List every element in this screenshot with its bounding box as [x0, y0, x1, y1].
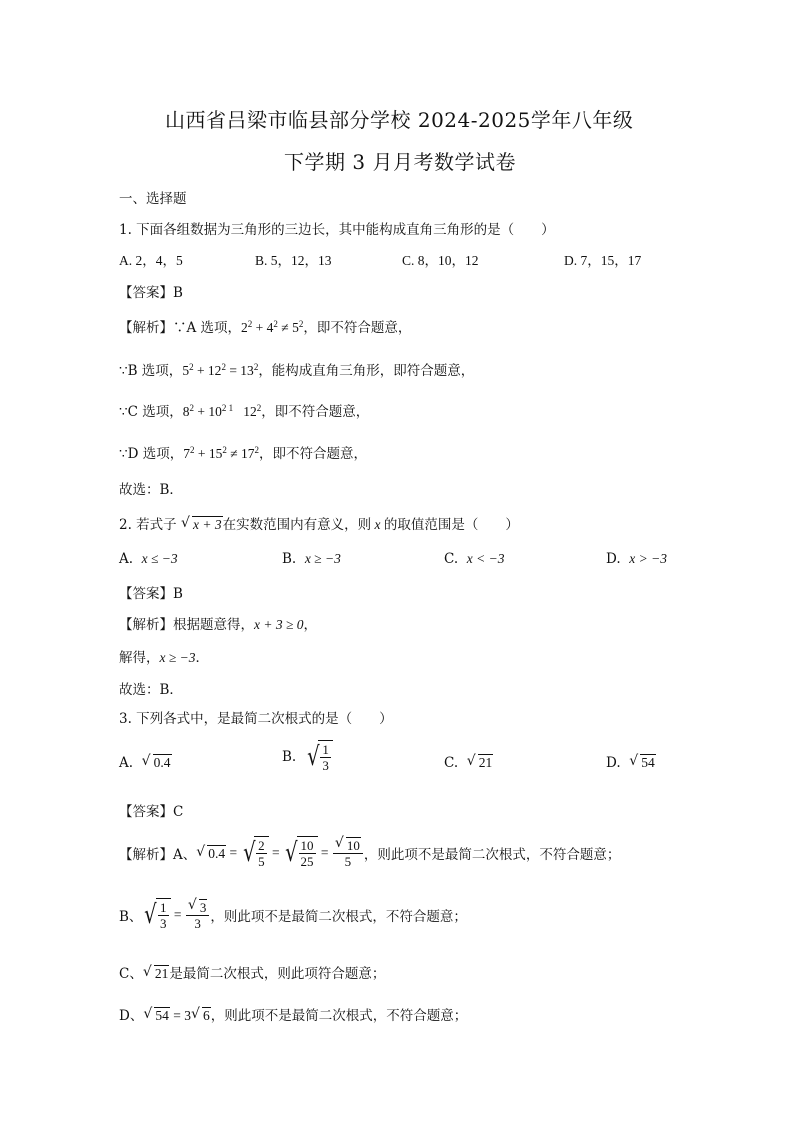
- q1-analysis-b: [119, 359, 474, 379]
- q2-option-d-expr: x > −3: [629, 551, 667, 566]
- option-label: C.: [444, 551, 459, 567]
- q3-option-d-expr: √ 54: [629, 754, 656, 771]
- q3-label-d: D、: [119, 1008, 144, 1024]
- q2-line2: 解得，: [119, 650, 160, 666]
- analysis-label: 【解析】: [119, 847, 173, 863]
- option-label: D.: [606, 755, 621, 771]
- q1-option-b: B. 5，12，13: [255, 253, 332, 268]
- q3-option-d: [606, 754, 656, 771]
- q1-conclusion: 故选：B．: [119, 482, 183, 498]
- q1-b-suffix: ，能构成直角三角形，即符合题意，: [258, 363, 475, 379]
- q3-analysis-b: B、 √ $\frac{1}{3}$ = √ $\frac{3}{3}$ ，则此项不是最简二次根式，不符合题意；: [119, 898, 467, 932]
- q3-b-result: √ $\frac{3}{3}$: [186, 899, 210, 931]
- q3-a-sqrt-04: √ 0.4: [196, 845, 226, 862]
- q3-label-c: C、: [119, 966, 143, 982]
- q2-option-d: [606, 551, 667, 567]
- option-label: A.: [119, 551, 134, 567]
- q2-stem-c: 的取值范围是（ ）: [383, 517, 519, 533]
- q2-option-c: [444, 551, 504, 567]
- q1-answer: 【答案】B: [119, 285, 183, 301]
- q1-a-suffix: ，即不符合题意，: [303, 320, 412, 336]
- q3-b-suffix: ，则此项不是最简二次根式，不符合题意；: [210, 909, 467, 925]
- option-label: B.: [282, 749, 297, 765]
- q3-analysis-d: D、√ 54 = 3√ 6，则此项不是最简二次根式，不符合题意；: [119, 1004, 467, 1024]
- q2-stem-a: 2. 若式子: [119, 517, 177, 533]
- q3-analysis-c: [119, 962, 385, 982]
- q3-b-sqrt-1-3: √ $\frac{1}{3}$: [142, 898, 170, 932]
- q3-option-c: [444, 754, 493, 771]
- q3-option-b-expr: √ $\frac{1}{3}$: [305, 740, 333, 774]
- q3-a-sqrt-2-5: √ $\frac{2}{5}$: [241, 836, 269, 870]
- page-title-line1: 山西省吕梁市临县部分学校 2024-2025学年八年级: [165, 108, 634, 132]
- q1-analysis-c: [119, 400, 369, 420]
- q3-label-a: A、: [173, 847, 197, 863]
- option-label: A.: [119, 755, 134, 771]
- q2-analysis-1: 【解析】根据题意得，x + 3 ≥ 0，: [119, 617, 318, 633]
- option-label: D.: [606, 551, 621, 567]
- q1-c-formula: $8^2 + 10^{2 1}$ $12^2$: [182, 403, 262, 419]
- q1-option-c: C. 8，10，12: [402, 253, 479, 268]
- q2-answer: 【答案】B: [119, 586, 183, 602]
- q3-c-suffix: 是最简二次根式，则此项符合题意；: [169, 966, 386, 982]
- q2-option-b-expr: x ≥ −3: [304, 551, 341, 566]
- page-title-line2: 下学期 3 月月考数学试卷: [284, 150, 516, 174]
- q3-d-sqrt-54: √ 54: [143, 1007, 170, 1024]
- section-heading: 一、选择题: [119, 191, 187, 207]
- q1-c-prefix: ∵C 选项，: [119, 404, 183, 420]
- q2-inequality: x + 3 ≥ 0: [254, 617, 304, 632]
- q3-a-suffix: ，则此项不是最简二次根式，不符合题意；: [363, 847, 621, 863]
- q2-variable: x: [371, 517, 384, 532]
- q3-d-suffix: ，则此项不是最简二次根式，不符合题意；: [210, 1008, 468, 1024]
- q3-analysis-a: 【解析】 A、 √ 0.4 = √ $\frac{2}{5}$ = √ $\frac{10}{25}$ = √ $\frac{10}{5}$ ，则此项不是最简二次根式，不符合题意；: [119, 836, 620, 870]
- q2-analysis-2: 解得，x ≥ −3．: [119, 650, 210, 666]
- q1-option-a: A. 2，4，5: [119, 253, 183, 268]
- q1-a-prefix: ∵A 选项，: [173, 320, 242, 336]
- q3-option-a-expr: √ 0.4: [142, 754, 172, 771]
- q3-a-sqrt-10-25: √ $\frac{10}{25}$: [283, 836, 318, 870]
- option-label: C.: [444, 755, 459, 771]
- q3-option-a: [119, 754, 172, 771]
- q1-c-suffix: ，即不符合题意，: [261, 404, 370, 420]
- q3-label-b: B、: [119, 909, 143, 925]
- q3-stem: 3. 下列各式中，是最简二次根式的是（ ）: [119, 711, 393, 727]
- analysis-label: 【解析】: [119, 617, 173, 633]
- q3-answer: 【答案】C: [119, 804, 184, 820]
- q3-option-c-expr: √ 21: [467, 754, 494, 771]
- q2-line1: 根据题意得，: [173, 617, 254, 633]
- q1-option-d: D. 7，15，17: [564, 253, 642, 268]
- q1-d-formula: $7^2 + 15^2 \ne 17^2$: [183, 445, 260, 461]
- q2-option-c-expr: x < −3: [466, 551, 505, 566]
- q2-stem: [119, 513, 519, 533]
- q3-a-result: √ $\frac{10}{5}$: [333, 837, 363, 869]
- q2-conclusion: 故选：B．: [119, 682, 183, 698]
- analysis-label: 【解析】: [119, 320, 173, 336]
- q2-option-a-expr: x ≤ −3: [141, 551, 178, 566]
- sqrt-expression: √ x + 3: [181, 516, 223, 533]
- q1-stem: 1. 下面各组数据为三角形的三边长，其中能构成直角三角形的是（ ）: [119, 222, 555, 238]
- q3-d-sqrt-6: √ 6: [191, 1007, 211, 1024]
- q1-a-formula: $2^2 + 4^2 \ne 5^2$: [241, 319, 304, 335]
- q2-solution: x ≥ −3: [159, 650, 196, 665]
- option-label: B.: [282, 551, 297, 567]
- q3-option-b: [282, 740, 333, 774]
- q2-option-a: [119, 551, 178, 567]
- q2-option-b: [282, 551, 341, 567]
- q1-analysis-d: [119, 442, 367, 462]
- q3-c-sqrt-21: √ 21: [143, 965, 170, 982]
- q1-d-prefix: ∵D 选项，: [119, 446, 184, 462]
- q1-analysis-a: [119, 316, 411, 336]
- q1-d-suffix: ，即不符合题意，: [259, 446, 368, 462]
- q2-stem-b: 在实数范围内有意义，则: [222, 517, 372, 533]
- q1-b-prefix: ∵B 选项，: [119, 363, 183, 379]
- q1-b-formula: $5^2 + 12^2 = 13^2$: [182, 362, 259, 378]
